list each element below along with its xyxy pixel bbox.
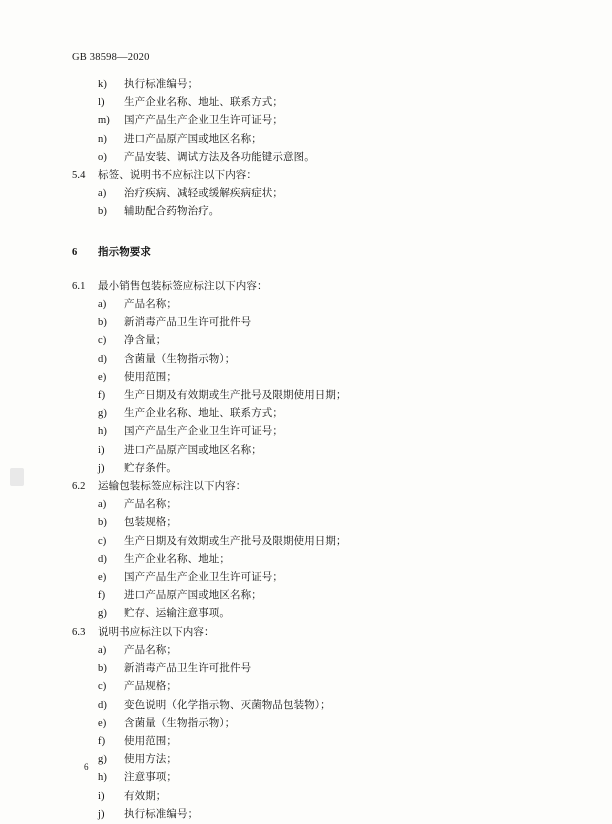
list-item [72,733,542,751]
item-label: 5.4 [72,170,86,182]
list-item [72,185,542,203]
item-label: f) [98,590,106,602]
item-text: 进口产品原产国或地区名称； [124,590,262,602]
page-number: 6 [84,762,89,772]
item-text: 变色说明（化学指示物、灭菌物品包装物）； [124,699,331,711]
list-item [72,605,542,623]
list-item [72,460,542,478]
item-label: o) [98,151,107,163]
list-item [72,94,542,112]
item-label: a) [98,644,107,656]
item-text: 国产产品生产企业卫生许可证号； [124,572,283,584]
item-text: 指示物要求 [98,246,151,258]
item-label: j) [98,808,105,820]
item-text: 含菌量（生物指示物）； [124,353,236,365]
list-item [72,423,542,441]
list-item [72,496,542,514]
item-text: 使用范围； [124,735,177,747]
item-text: 贮存条件。 [124,462,177,474]
clause-line [72,624,542,642]
item-label: e) [98,717,107,729]
item-label: e) [98,371,107,383]
list-item [72,533,542,551]
item-label: 6.1 [72,280,86,292]
spacer [72,222,542,244]
list-item [72,806,542,824]
item-text: 产品名称； [124,299,177,311]
item-text: 产品名称； [124,499,177,511]
item-label: b) [98,206,107,218]
list-item [72,369,542,387]
item-label: b) [98,317,107,329]
item-label: g) [98,608,107,620]
spacer [72,262,542,278]
item-label: a) [98,188,107,200]
document-body [72,76,542,824]
list-item [72,569,542,587]
item-text: 含菌量（生物指示物）； [124,717,236,729]
clause-line [72,167,542,185]
item-label: c) [98,335,107,347]
item-label: i) [98,790,105,802]
item-text: 贮存、运输注意事项。 [124,608,230,620]
list-item [72,296,542,314]
item-text: 执行标准编号； [124,808,199,820]
item-label: e) [98,572,107,584]
list-item [72,587,542,605]
document-header: GB 38598—2020 [72,52,150,63]
item-label: h) [98,772,107,784]
item-text: 标签、说明书不应标注以下内容： [98,170,257,182]
item-text: 产品名称； [124,644,177,656]
item-text: 执行标准编号； [124,79,199,90]
item-label: c) [98,681,107,693]
list-item [72,769,542,787]
list-item [72,642,542,660]
list-item [72,678,542,696]
list-item [72,715,542,733]
list-item [72,203,542,221]
list-item [72,551,542,569]
list-item [72,131,542,149]
item-label: d) [98,699,107,711]
item-label: b) [98,517,107,529]
list-item [72,314,542,332]
item-text: 净含量； [124,335,167,347]
item-text: 产品规格； [124,681,177,693]
item-label: 6.3 [72,626,86,638]
list-item [72,751,542,769]
list-item [72,149,542,167]
clause-line [72,478,542,496]
list-item [72,442,542,460]
chapter-heading [72,244,542,262]
item-text: 国产产品生产企业卫生许可证号； [124,115,283,127]
item-text: 进口产品原产国或地区名称； [124,133,262,145]
item-label: 6 [72,246,78,258]
item-label: d) [98,353,107,365]
item-text: 使用方法； [124,754,177,766]
item-text: 注意事项； [124,772,177,784]
item-text: 生产企业名称、地址、联系方式； [124,408,283,420]
list-item [72,112,542,130]
item-text: 治疗疾病、减轻或缓解疾病症状； [124,188,283,200]
item-text: 生产企业名称、地址； [124,553,230,565]
list-item [72,332,542,350]
item-label: m) [98,115,110,127]
list-item [72,387,542,405]
list-item [72,697,542,715]
list-item [72,514,542,532]
item-label: i) [98,444,105,456]
item-label: n) [98,133,107,145]
clause-line [72,278,542,296]
item-text: 运输包装标签应标注以下内容： [98,481,247,493]
item-label: f) [98,390,106,402]
item-text: 产品安装、调试方法及各功能键示意图。 [124,151,315,163]
list-item [72,660,542,678]
item-label: l) [98,97,105,109]
item-text: 使用范围； [124,371,177,383]
list-item [72,76,542,94]
item-label: g) [98,408,107,420]
item-text: 进口产品原产国或地区名称； [124,444,262,456]
item-label: 6.2 [72,481,86,493]
item-label: d) [98,553,107,565]
item-label: h) [98,426,107,438]
item-text: 最小销售包装标签应标注以下内容： [98,280,268,292]
list-item [72,405,542,423]
item-label: j) [98,462,105,474]
list-item [72,788,542,806]
list-item [72,351,542,369]
item-label: g) [98,754,107,766]
item-text: 新消毒产品卫生许可批件号 [124,663,252,675]
item-text: 生产企业名称、地址、联系方式； [124,97,283,109]
item-label: k) [98,79,107,90]
margin-artifact [10,468,24,486]
item-text: 有效期； [124,790,167,802]
item-text: 生产日期及有效期或生产批号及限期使用日期； [124,390,347,402]
item-text: 包装规格； [124,517,177,529]
item-text: 国产产品生产企业卫生许可证号； [124,426,283,438]
item-text: 生产日期及有效期或生产批号及限期使用日期； [124,535,347,547]
item-label: b) [98,663,107,675]
item-text: 辅助配合药物治疗。 [124,206,220,218]
item-label: a) [98,299,107,311]
item-text: 新消毒产品卫生许可批件号 [124,317,252,329]
item-label: c) [98,535,107,547]
item-label: f) [98,735,106,747]
item-label: a) [98,499,107,511]
item-text: 说明书应标注以下内容： [98,626,215,638]
